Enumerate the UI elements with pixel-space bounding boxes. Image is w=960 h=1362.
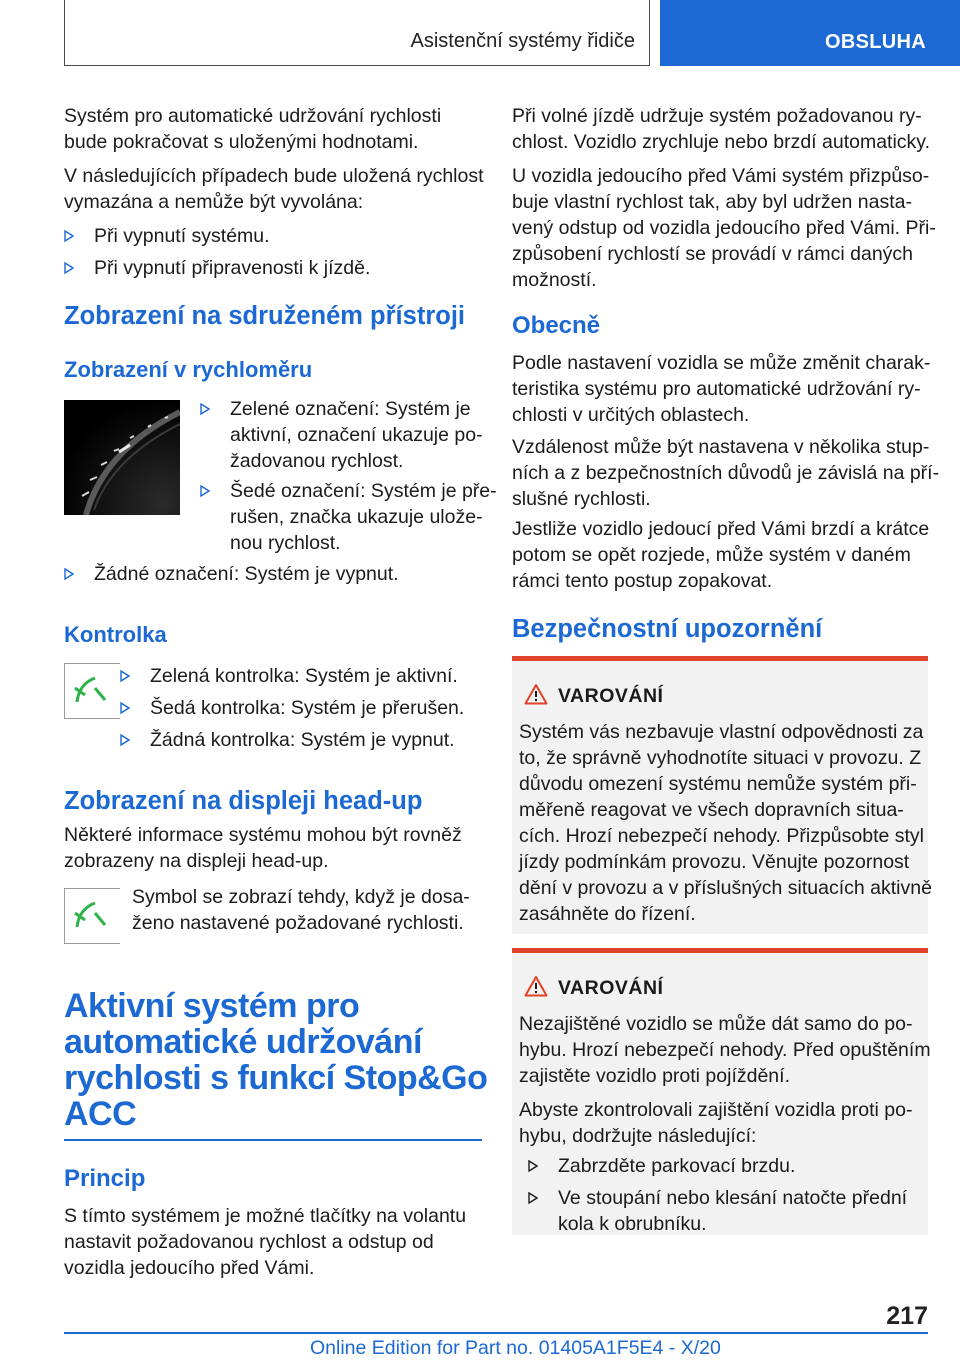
paragraph: vený odstup od vozidla jedoucího před Vámi. Při- [512,217,936,239]
warning-text: hybu, dodržujte následující: [519,1125,757,1147]
paragraph: Podle nastavení vozidla se může změnit charak- [512,352,931,374]
triangle-bullet-icon [120,670,130,682]
warning-text: hybu. Hrozí nebezpečí nehody. Před opuštěním [519,1039,931,1061]
warning-box: VAROVÁNÍ Nezajištěné vozidlo se může dát samo do po- hybu. Hrozí nebezpečí nehody. Před opuštěním zajistěte vozidlo proti pojíždění. Abyste zkontrolovali zajištění vozidla proti po- hybu, dodržujte následující: Zabrzděte parkovací brzdu. Ve stoupání nebo klesání natočte přední kola k obrubníku. [512,948,928,1235]
section-heading: Bezpečnostní upozornění [512,615,823,643]
warning-text: cích. Hrozí nebezpečí nehody. Přizpůsobte styl [519,825,925,847]
warning-triangle-icon [524,975,548,997]
warning-box [512,656,932,934]
paragraph: Vzdálenost může být nastavena v několika stup- [512,436,930,458]
paragraph: Symbol se zobrazí tehdy, když je dosa- [132,886,470,908]
paragraph: Při volné jízdě udržuje systém požadovanou ry- [512,105,922,127]
section-heading: Zobrazení na sdruženém přístroji [64,302,465,330]
warning-text: Nezajištěné vozidlo se může dát samo do po- [519,1013,913,1035]
triangle-bullet-icon [200,403,210,415]
paragraph: slušné rychlosti. [512,488,651,510]
chapter-heading-line: Aktivní systém pro [64,987,360,1025]
paragraph: ních a z bezpečnostních důvodů je závislá na pří- [512,462,940,484]
warning-text: důvodu omezení systému nemůže systém při- [519,773,917,795]
header-frame [64,0,650,66]
triangle-bullet-icon [528,1160,538,1172]
subsection-heading: Obecně [512,312,601,339]
paragraph: Jestliže vozidlo jedoucí před Vámi brzdí a krátce [512,518,930,540]
head-up-symbol-icon [64,888,120,944]
paragraph: zobrazeny na displeji head-up. [64,850,329,872]
paragraph: ženo nastavené požadované rychlosti. [132,912,464,934]
paragraph: Některé informace systému mohou být rovněž [64,824,462,846]
paragraph: teristika systému pro automatické udržování ry- [512,378,921,400]
paragraph: U vozidla jedoucího před Vámi systém přizpůso- [512,165,930,187]
paragraph: vymazána a nemůže být vyvolána: [64,191,364,213]
paragraph: vozidla jedoucího před Vámi. [64,1257,315,1279]
triangle-bullet-icon [64,230,74,242]
chapter-heading-line: ACC [64,1095,137,1133]
section-tab[interactable]: OBSLUHA [660,0,960,66]
paragraph: chlosti v určitých oblastech. [512,404,750,426]
indicator-lamp-icon [64,663,120,719]
page-number: 217 [886,1302,928,1330]
subsection-heading: Zobrazení v rychloměru [64,357,313,382]
heading-rule [64,1139,482,1141]
warning-triangle-icon [524,683,548,705]
warning-text: měřeně reagovat ve všech dopravních situa- [519,799,904,821]
footer-rule [64,1332,928,1334]
chapter-title: Asistenční systémy řidiče [410,30,635,52]
triangle-bullet-icon [120,734,130,746]
paragraph: V následujících případech bude uložená rychlost [64,165,484,187]
paragraph: chlost. Vozidlo zrychluje nebo brzdí automaticky. [512,131,931,153]
paragraph: buje vlastní rychlost tak, aby byl udržen nasta- [512,191,912,213]
paragraph: S tímto systémem je možné tlačítky na volantu [64,1205,467,1227]
paragraph: způsobení rychlostí se provádí v rámci daných [512,243,914,265]
speedometer-image [64,400,180,515]
triangle-bullet-icon [528,1192,538,1204]
warning-text: zajistěte vozidlo proti pojíždění. [519,1065,790,1087]
paragraph: nastavit požadovanou rychlost a odstup od [64,1231,434,1253]
chapter-heading-line: automatické udržování [64,1023,422,1061]
chapter-heading-line: rychlosti s funkcí Stop&Go [64,1059,488,1097]
paragraph: možností. [512,269,597,291]
subsection-heading: Princip [64,1165,146,1192]
warning-title: VAROVÁNÍ [558,977,664,999]
warning-text: Systém vás nezbavuje vlastní odpovědnosti za [519,721,924,743]
warning-text: dění v provozu a v příslušných situacích aktivně [519,877,932,899]
subsection-heading: Kontrolka [64,622,167,647]
triangle-bullet-icon [120,702,130,714]
edition-note: Online Edition for Part no. 01405A1F5E4 - X/20 [310,1337,721,1359]
paragraph: bude pokračovat s uloženými hodnotami. [64,131,419,153]
warning-text: to, že správně vyhodnotíte situaci v provozu. Z [519,747,922,769]
paragraph: rámci tento postup zopakovat. [512,570,773,592]
warning-text: jízdy podmínkám provozu. Věnujte pozornost [519,851,910,873]
section-heading: Zobrazení na displeji head-up [64,787,423,815]
warning-text: zasáhněte do řízení. [519,903,696,925]
triangle-bullet-icon [64,262,74,274]
warning-text: Abyste zkontrolovali zajištění vozidla proti po- [519,1099,913,1121]
triangle-bullet-icon [64,568,74,580]
triangle-bullet-icon [200,485,210,497]
paragraph: potom se opět rozjede, může systém v daném [512,544,911,566]
warning-title: VAROVÁNÍ [558,685,664,707]
paragraph: Systém pro automatické udržování rychlosti [64,105,442,127]
